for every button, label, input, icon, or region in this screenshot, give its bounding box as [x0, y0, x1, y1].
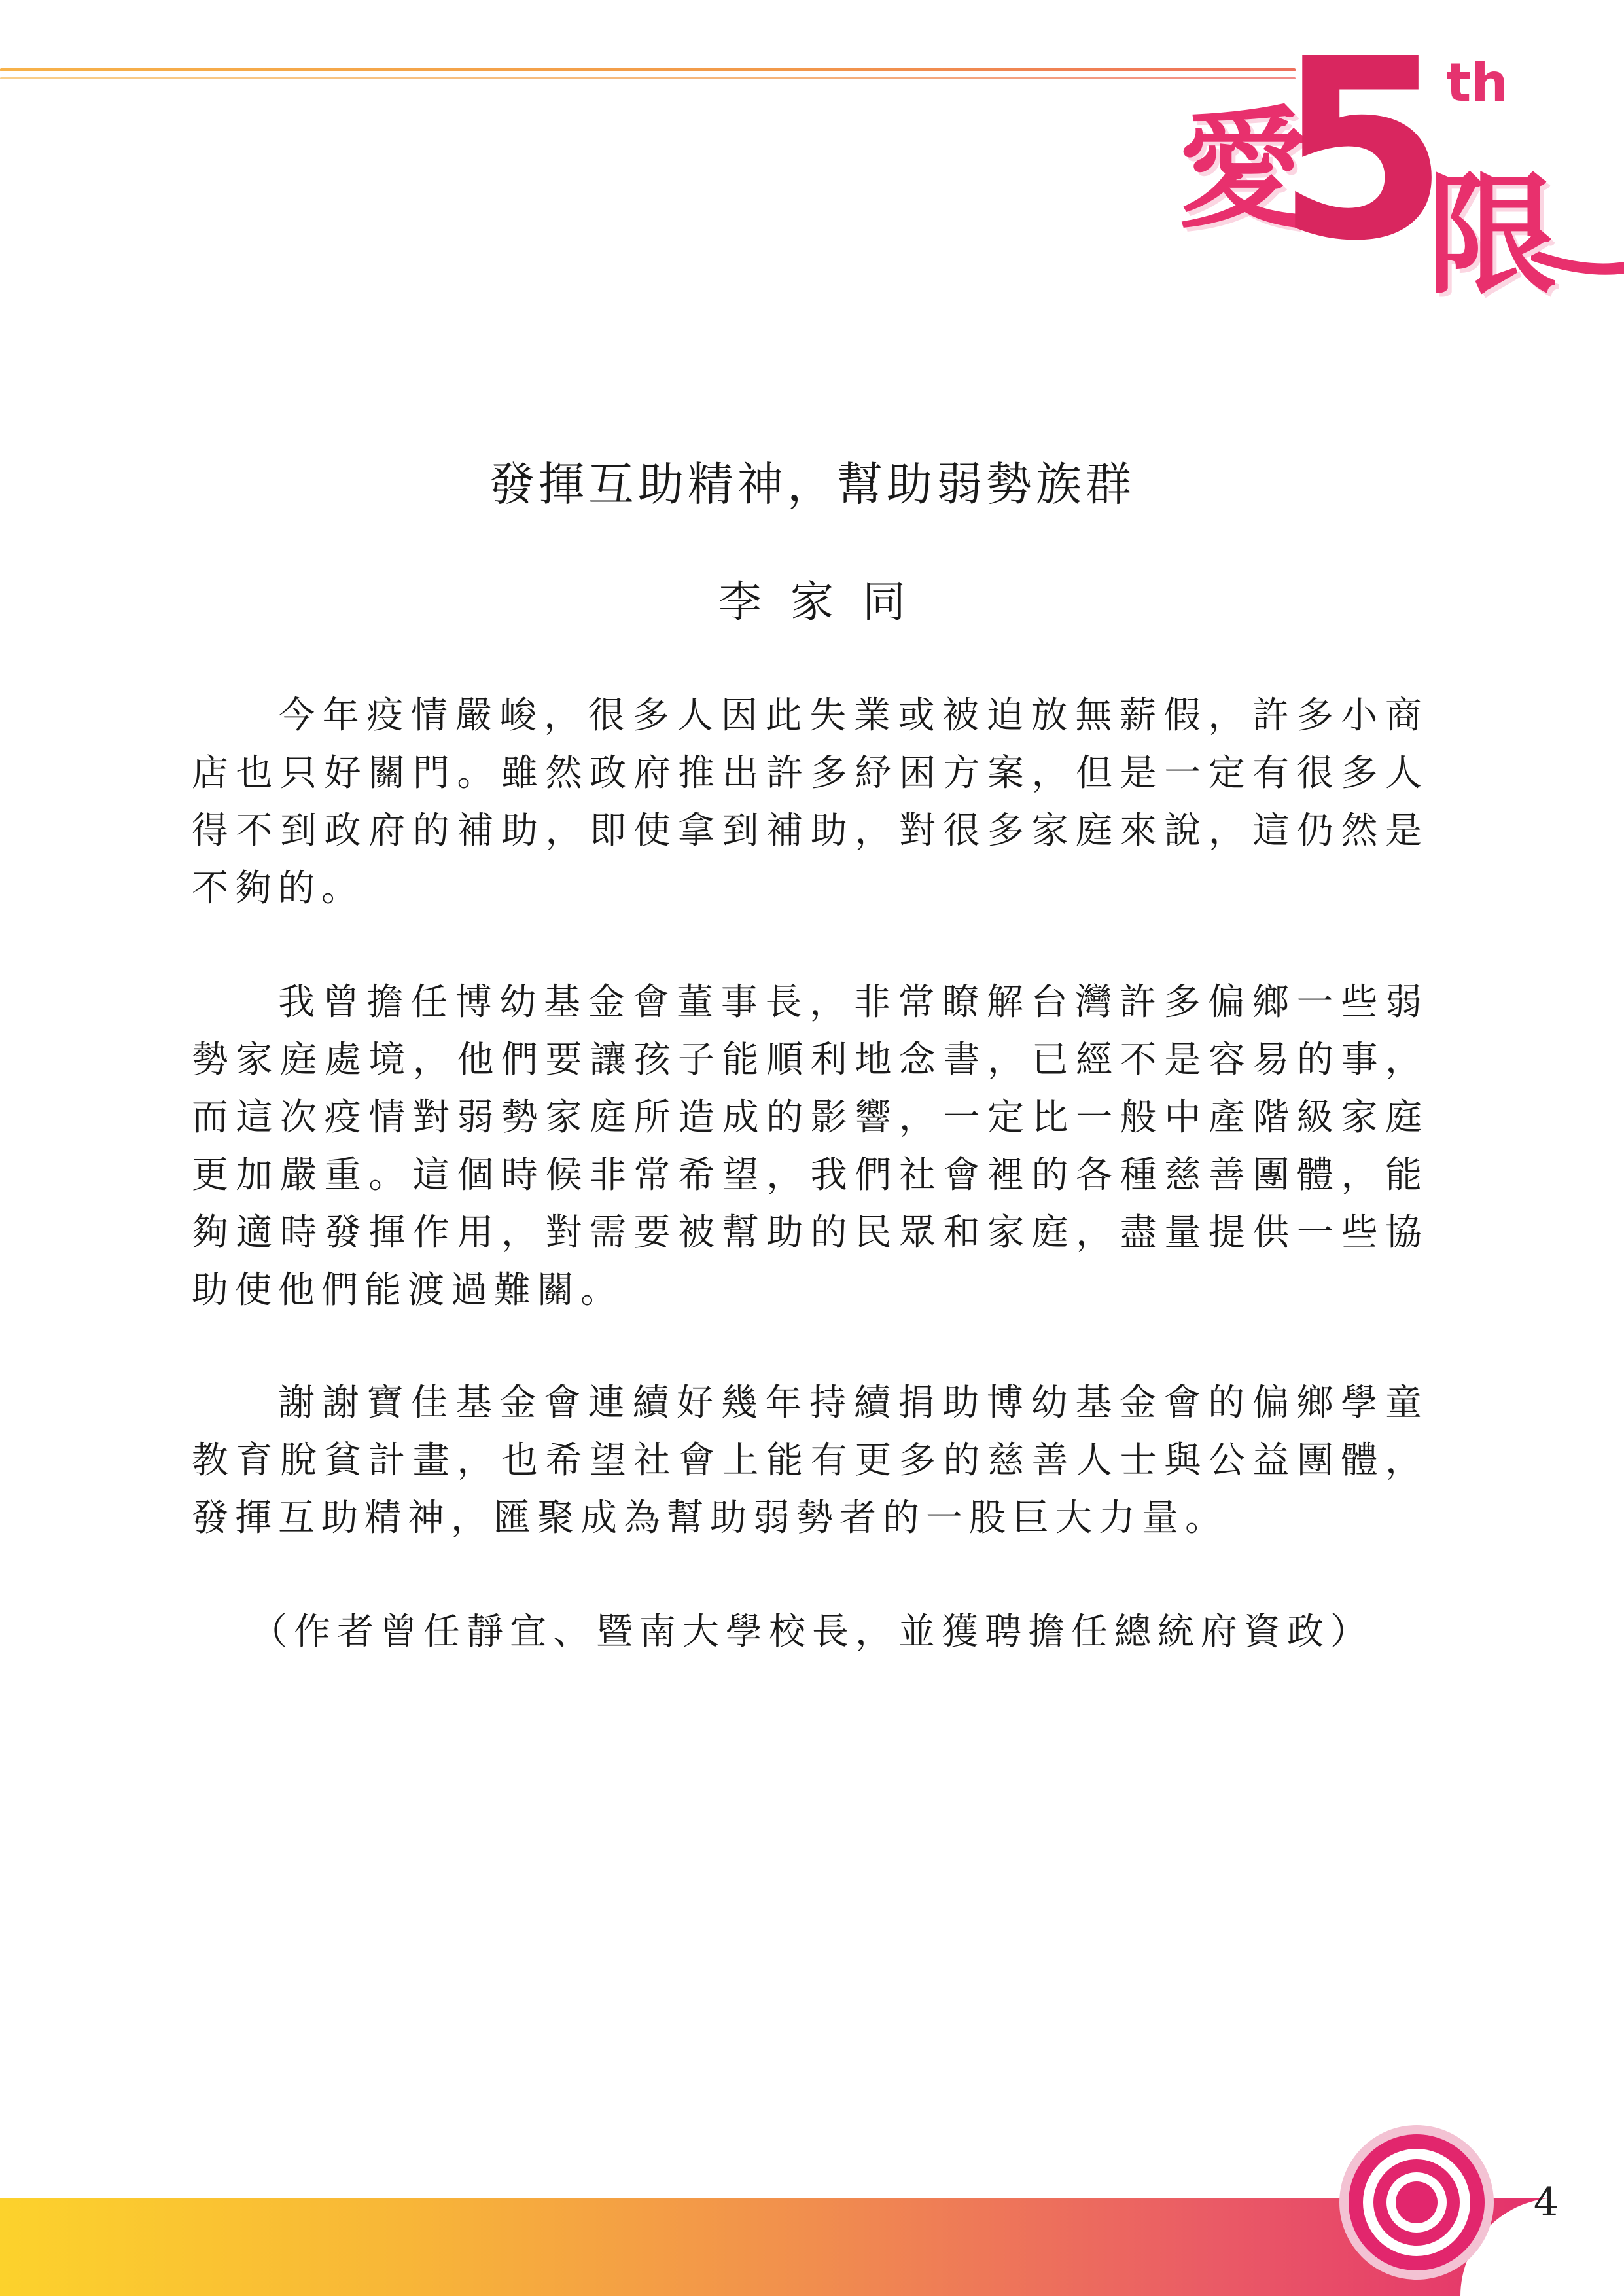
article-title: 發揮互助精神，幫助弱勢族群	[489, 457, 1135, 511]
target-circle-icon	[1335, 2121, 1498, 2284]
logo-char-xian: 限	[1426, 160, 1558, 312]
article-paragraph-3: 謝謝寶佳基金會連續好幾年持續捐助博幼基金會的偏鄉學童教育脫貧計畫，也希望社會上能有更多的慈善人士與公益團體，發揮互助精神，匯聚成為幫助弱勢者的一股巨大力量。	[192, 1382, 1428, 1539]
article-paragraph-2: 我曾擔任博幼基金會董事長，非常瞭解台灣許多偏鄉一些弱勢家庭處境，他們要讓孩子能順利地念書，已經不是容易的事，而這次疫情對弱勢家庭所造成的影響，一定比一般中產階級家庭更加嚴重。這個時候非常希望，我們社會裡的各種慈善團體，能夠適時發揮作用，對需要被幫助的民眾和家庭，盡量提供一些協助使他們能渡過難關。	[192, 981, 1428, 1312]
logo-ai-5th-xian	[1165, 5, 1624, 312]
page-number: 4	[1533, 2179, 1559, 2225]
author-note: （作者曾任靜宜、暨南大學校長，並獲聘擔任總統府資政）	[251, 1611, 1373, 1653]
logo-char-th: th	[1446, 52, 1509, 113]
logo-char-ai: 愛	[1178, 94, 1309, 247]
article-author: 李家同	[718, 577, 934, 627]
article-paragraph-1: 今年疫情嚴峻，很多人因此失業或被迫放無薪假，許多小商店也只好關門。雖然政府推出許多紓困方案，但是一定有很多人得不到政府的補助，即使拿到補助，對很多家庭來說，這仍然是不夠的。	[192, 694, 1428, 910]
logo-char-five: 5	[1276, 5, 1449, 295]
header-rule-bottom	[0, 77, 1296, 79]
header-rule-top	[0, 68, 1296, 71]
